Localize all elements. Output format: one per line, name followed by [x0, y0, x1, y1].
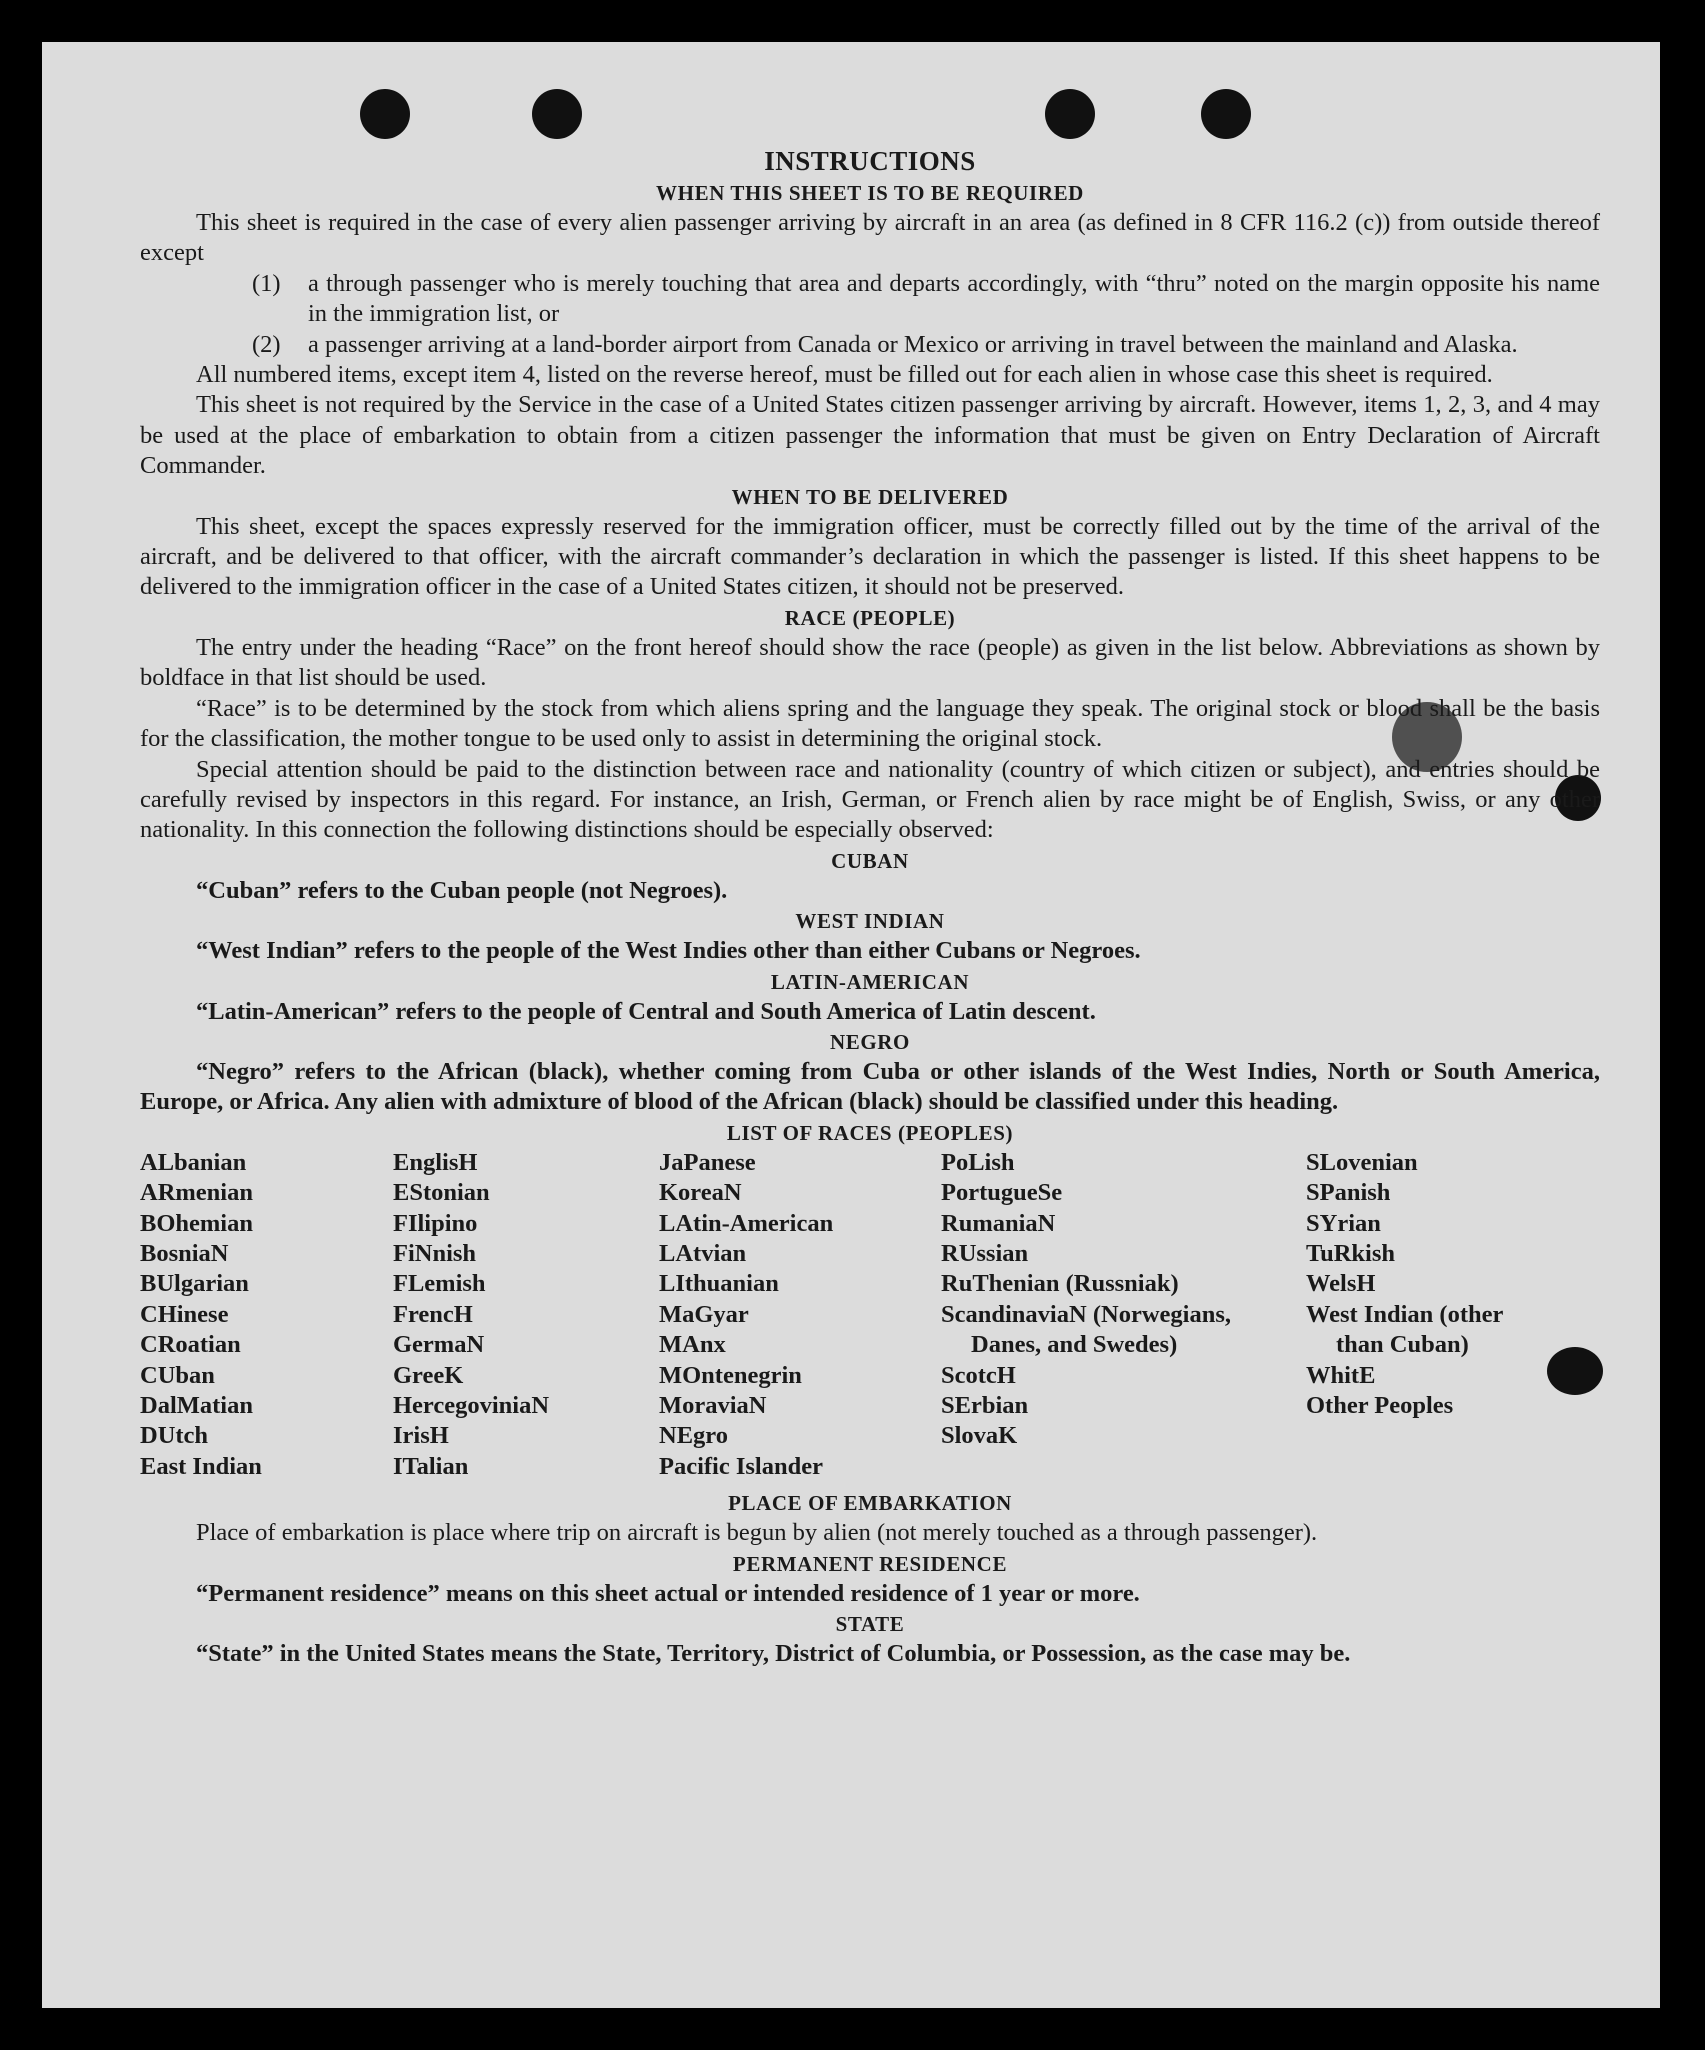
- race-entry: MaGyar: [659, 1300, 749, 1328]
- race-entry: HercegoviniaN: [393, 1392, 550, 1419]
- page-title: INSTRUCTIONS: [764, 146, 976, 176]
- race-entry: SErbian: [941, 1392, 1029, 1419]
- race-entry: SlovaK: [941, 1422, 1018, 1450]
- race-entry: ALbanian: [140, 1148, 247, 1176]
- paragraph: “Permanent residence” means on this sheet actual or intended residence of 1 year or more.: [196, 1579, 1140, 1607]
- race-entry: LAtin-American: [659, 1209, 834, 1237]
- races-column-5: [1306, 1148, 1556, 1482]
- race-entry: IrisH: [393, 1422, 449, 1450]
- section-heading: WEST INDIAN: [795, 909, 945, 934]
- race-entry: RuThenian (Russniak): [941, 1270, 1179, 1298]
- paragraph: This sheet, except the spaces expressly reserved for the immigration officer, must be correctly filled out by the time of the arrival of the aircraft, and be delivered to that officer, with the aircraft commander’s declaration in which the passenger is listed. If this sheet happens to be delivered to the immigration officer in the case of a United States citizen, it should not be preserved.: [140, 512, 1600, 601]
- paragraph: Place of embarkation is place where trip on aircraft is begun by alien (not merely touched as a through passenger).: [196, 1519, 1318, 1547]
- punch-hole: [1201, 89, 1251, 139]
- race-entry: RUssian: [941, 1239, 1029, 1267]
- exception-text: a passenger arriving at a land-border airport from Canada or Mexico or arriving in travel between the mainland and Alaska.: [308, 330, 1518, 358]
- race-entry: MoraviaN: [659, 1392, 767, 1419]
- punch-hole: [360, 89, 410, 139]
- race-entry: WelsH: [1306, 1270, 1376, 1298]
- race-entry: FrencH: [393, 1300, 473, 1328]
- race-entry: EStonian: [393, 1179, 490, 1207]
- race-entry: SPanish: [1306, 1179, 1391, 1207]
- race-entry: BOhemian: [140, 1209, 253, 1237]
- section-heading: LIST OF RACES (PEOPLES): [726, 1120, 1014, 1145]
- race-entry: FiNnish: [393, 1239, 477, 1267]
- race-entry: LIthuanian: [659, 1270, 779, 1298]
- race-entry: EnglisH: [393, 1148, 478, 1176]
- races-column-3: [659, 1148, 941, 1482]
- race-entry: DalMatian: [140, 1392, 253, 1419]
- race-entry: DUtch: [140, 1422, 209, 1450]
- race-entry: BUlgarian: [140, 1270, 249, 1298]
- race-entry: BosniaN: [140, 1239, 229, 1267]
- paragraph: “State” in the United States means the State, Territory, District of Columbia, or Possession, as the case may be.: [196, 1640, 1351, 1668]
- race-entry: TuRkish: [1306, 1239, 1396, 1267]
- punch-hole: [532, 89, 582, 139]
- exception-number: (2): [252, 330, 281, 358]
- paragraph: “Race” is to be determined by the stock from which aliens spring and the language they speak. The original stock or blood shall be the basis for the classification, the mother tongue to be used only to assist in determining the original stock.: [140, 694, 1600, 753]
- race-entry: Other Peoples: [1306, 1392, 1454, 1419]
- race-entry: GermaN: [393, 1331, 485, 1359]
- race-entry: FLemish: [393, 1270, 486, 1298]
- race-entry: FIlipino: [393, 1209, 478, 1237]
- section-heading: WHEN THIS SHEET IS TO BE REQUIRED: [656, 181, 1084, 205]
- race-entry: CHinese: [140, 1300, 229, 1328]
- race-entry: KoreaN: [659, 1179, 742, 1207]
- paragraph: “West Indian” refers to the people of the West Indies other than either Cubans or Negroes.: [196, 937, 1141, 965]
- race-entry: CUban: [140, 1361, 215, 1389]
- race-entry: Pacific Islander: [659, 1452, 823, 1480]
- race-entry: MAnx: [659, 1331, 726, 1359]
- instructions-text: [140, 144, 1600, 1669]
- section-heading: LATIN-AMERICAN: [770, 969, 970, 994]
- section-heading: PERMANENT RESIDENCE: [732, 1551, 1008, 1576]
- race-entry: PoLish: [941, 1148, 1015, 1176]
- document-page: [42, 42, 1660, 2008]
- race-entry: LAtvian: [659, 1239, 747, 1267]
- paragraph: All numbered items, except item 4, listed on the reverse hereof, must be filled out for each alien in whose case this sheet is required.: [196, 361, 1493, 389]
- races-column-1: [140, 1148, 393, 1482]
- exception-item: [140, 269, 1600, 330]
- race-entry: East Indian: [140, 1452, 262, 1480]
- race-entry: ScandinaviaN (Norwegians, Danes, and Swedes): [941, 1300, 1231, 1359]
- race-entry: MOntenegrin: [659, 1361, 802, 1389]
- races-column-2: [393, 1148, 659, 1482]
- paragraph: This sheet is not required by the Service in the case of a United States citizen passenger arriving by aircraft. However, items 1, 2, 3, and 4 may be used at the place of embarkation to obtain from a citizen passenger the information that must be given on Entry Declaration of Aircraft Commander.: [140, 391, 1600, 480]
- race-entry: CRoatian: [140, 1331, 241, 1359]
- race-entry: RumaniaN: [941, 1209, 1056, 1237]
- punch-hole: [1045, 89, 1095, 139]
- paragraph: “Negro” refers to the African (black), whether coming from Cuba or other islands of the West Indies, North or South America, Europe, or Africa. Any alien with admixture of blood of the African (black) should be classified under this heading.: [140, 1057, 1600, 1116]
- paragraph: “Latin-American” refers to the people of Central and South America of Latin descent.: [196, 997, 1096, 1025]
- race-entry: JaPanese: [659, 1148, 756, 1176]
- paragraph: This sheet is required in the case of every alien passenger arriving by aircraft in an area (as defined in 8 CFR 116.2 (c)) from outside thereof except: [140, 209, 1600, 267]
- section-heading: NEGRO: [829, 1029, 910, 1054]
- section-heading: WHEN TO BE DELIVERED: [731, 484, 1009, 509]
- race-entry: PortugueSe: [941, 1179, 1063, 1207]
- race-entry: ScotcH: [941, 1361, 1016, 1389]
- race-entry: SYrian: [1306, 1209, 1381, 1237]
- race-entry: SLovenian: [1306, 1148, 1418, 1176]
- race-entry: WhitE: [1306, 1361, 1376, 1389]
- paragraph: Special attention should be paid to the distinction between race and nationality (country of which citizen or subject), and entries should be carefully revised by inspectors in this regard. For instance, an Irish, German, or French alien by race might be of English, Swiss, or any other nationality. In this connection the following distinctions should be especially observed:: [140, 755, 1600, 844]
- race-entry: West Indian (other than Cuban): [1306, 1300, 1503, 1359]
- exception-text: a through passenger who is merely touching that area and departs accordingly, with “thru” noted on the margin opposite his name in the immigration list, or: [308, 269, 1600, 328]
- race-entry: ARmenian: [140, 1179, 253, 1207]
- races-list: [140, 1148, 1600, 1482]
- section-heading: CUBAN: [831, 848, 909, 873]
- section-heading: RACE (PEOPLE): [784, 605, 956, 630]
- race-entry: GreeK: [393, 1361, 464, 1389]
- race-entry: ITalian: [393, 1452, 469, 1480]
- section-heading: PLACE OF EMBARKATION: [728, 1491, 1012, 1516]
- race-entry: NEgro: [659, 1422, 728, 1450]
- section-heading: STATE: [835, 1612, 905, 1637]
- exception-number: (1): [252, 269, 281, 297]
- paragraph: The entry under the heading “Race” on the front hereof should show the race (people) as given in the list below. Abbreviations as shown by boldface in that list should be used.: [140, 633, 1600, 692]
- paragraph: “Cuban” refers to the Cuban people (not Negroes).: [196, 876, 728, 904]
- exception-item: [140, 330, 1600, 360]
- races-column-4: [941, 1148, 1231, 1482]
